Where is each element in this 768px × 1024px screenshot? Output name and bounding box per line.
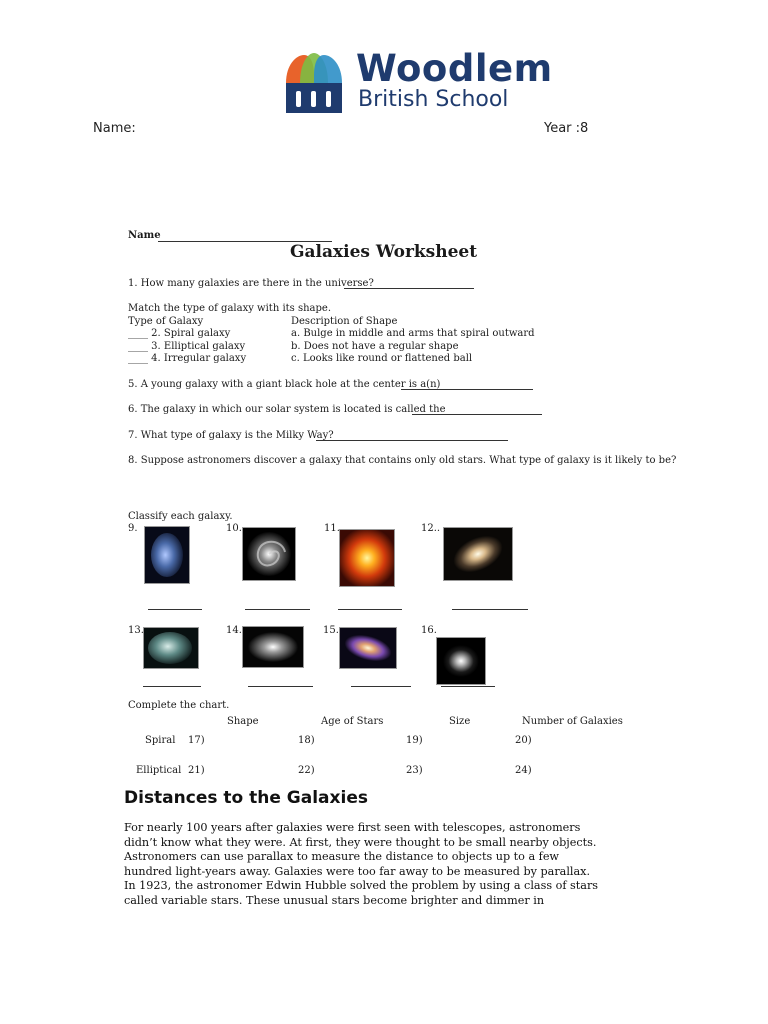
match-desc-b: b. Does not have a regular shape — [291, 341, 459, 352]
galaxy-number-13: 13. — [128, 625, 144, 636]
answer-blank-7 — [316, 439, 508, 441]
match-item-4: ____ 4. Irregular galaxy — [128, 353, 247, 364]
classify-blank-10 — [245, 608, 310, 610]
chart-row-label-spiral: Spiral — [145, 735, 176, 746]
school-name-line2: British School — [358, 87, 509, 112]
chart-row-label-elliptical: Elliptical — [136, 765, 182, 776]
galaxy-number-14: 14. — [226, 625, 242, 636]
distances-line-3: Astronomers can use parallax to measure the distance to objects up to a few — [124, 850, 560, 864]
classify-blank-12 — [452, 608, 528, 610]
galaxy-number-10: 10. — [226, 523, 242, 534]
chart-cell-20: 20) — [515, 735, 532, 746]
chart-header-shape: Shape — [227, 716, 259, 727]
school-logo — [284, 47, 553, 117]
school-name-line1: Woodlem — [356, 47, 553, 90]
match-desc-a: a. Bulge in middle and arms that spiral outward — [291, 328, 535, 339]
classify-blank-13 — [143, 685, 201, 687]
complete-chart-heading: Complete the chart. — [128, 700, 230, 711]
distances-paragraph — [124, 821, 599, 909]
chart-header-number: Number of Galaxies — [522, 716, 623, 727]
classify-blank-15 — [351, 685, 411, 687]
classify-blank-16 — [441, 685, 495, 687]
chart-cell-19: 19) — [406, 735, 423, 746]
chart-cell-18: 18) — [298, 735, 315, 746]
irregular-galaxy-image-2 — [143, 627, 199, 669]
elliptical-galaxy-image-white — [436, 637, 486, 685]
chart-cell-21: 21) — [188, 765, 205, 776]
distances-heading: Distances to the Galaxies — [124, 788, 368, 808]
year-label: Year :8 — [544, 121, 589, 136]
spiral-galaxy-image-purple — [339, 627, 397, 669]
name-label: Name: — [93, 121, 136, 136]
question-5: 5. A young galaxy with a giant black hole at the center is a(n) — [128, 379, 441, 390]
match-intro: Match the type of galaxy with its shape. — [128, 303, 332, 314]
chart-header-age: Age of Stars — [321, 716, 384, 727]
galaxy-number-12: 12.. — [421, 523, 441, 534]
worksheet-name-label: Name — [128, 230, 161, 241]
answer-blank-5 — [401, 388, 533, 390]
classify-blank-14 — [248, 685, 313, 687]
col-desc-heading: Description of Shape — [291, 316, 398, 327]
question-6: 6. The galaxy in which our solar system is located is called the — [128, 404, 446, 415]
match-item-2: ____ 2. Spiral galaxy — [128, 328, 231, 339]
distances-line-5: In 1923, the astronomer Edwin Hubble solved the problem by using a class of stars — [124, 879, 599, 893]
question-1: 1. How many galaxies are there in the universe? — [128, 278, 374, 289]
irregular-galaxy-image — [144, 526, 190, 584]
distances-line-6: called variable stars. These unusual stars become brighter and dimmer in — [124, 893, 545, 907]
worksheet-title: Galaxies Worksheet — [290, 242, 478, 262]
galaxy-number-9: 9. — [128, 523, 138, 534]
col-type-heading: Type of Galaxy — [128, 316, 204, 327]
classify-blank-11 — [338, 608, 402, 610]
classify-blank-9 — [148, 608, 202, 610]
question-8: 8. Suppose astronomers discover a galaxy that contains only old stars. What type of galaxy is it likely to be? — [128, 455, 677, 466]
galaxy-number-16: 16. — [421, 625, 437, 636]
chart-header-size: Size — [449, 716, 471, 727]
distances-line-1: For nearly 100 years after galaxies were first seen with telescopes, astronomers — [124, 821, 581, 834]
chart-cell-22: 22) — [298, 765, 315, 776]
spiral-galaxy-image-tilted — [443, 527, 513, 581]
spiral-galaxy-image-gray — [242, 626, 304, 668]
galaxy-number-15: 15. — [323, 625, 339, 636]
galaxy-number-11: 11. — [324, 523, 340, 534]
elliptical-galaxy-image-red — [339, 529, 395, 587]
classify-heading: Classify each galaxy. — [128, 511, 233, 522]
spiral-galaxy-image — [242, 527, 296, 581]
match-desc-c: c. Looks like round or flattened ball — [291, 353, 473, 364]
school-logo-icon — [284, 53, 344, 115]
answer-blank-6 — [412, 413, 542, 415]
chart-cell-17: 17) — [188, 735, 205, 746]
chart-cell-24: 24) — [515, 765, 532, 776]
match-item-3: ____ 3. Elliptical galaxy — [128, 341, 246, 352]
question-7: 7. What type of galaxy is the Milky Way? — [128, 430, 334, 441]
answer-blank-1 — [344, 287, 474, 289]
distances-line-2: didn’t know what they were. At first, they were thought to be small nearby objects. — [124, 835, 597, 849]
distances-line-4: hundred light-years away. Galaxies were too far away to be measured by parallax. — [124, 864, 591, 878]
chart-cell-23: 23) — [406, 765, 423, 776]
